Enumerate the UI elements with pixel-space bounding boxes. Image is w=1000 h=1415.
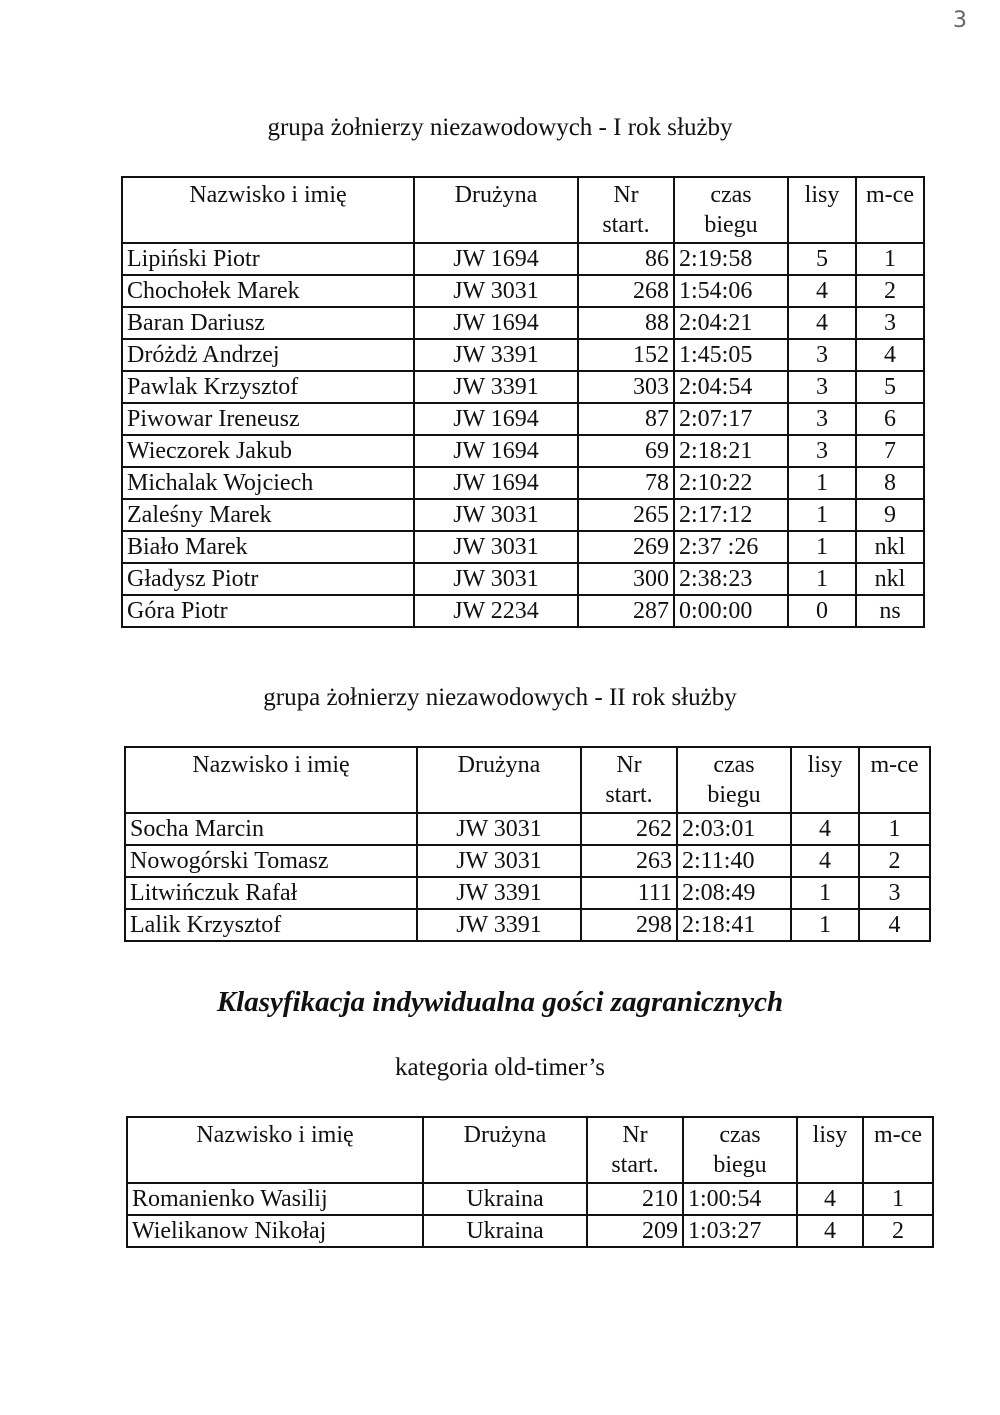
cell-start-number: 268 xyxy=(578,275,674,307)
cell-name: Lipiński Piotr xyxy=(122,243,414,275)
cell-start-number: 300 xyxy=(578,563,674,595)
table-row xyxy=(122,531,924,563)
cell-start-number: 265 xyxy=(578,499,674,531)
group2-rows xyxy=(125,813,930,941)
table-row xyxy=(122,435,924,467)
cell-lisy: 5 xyxy=(788,243,856,275)
table-row xyxy=(122,499,924,531)
group2-heading: grupa żołnierzy niezawodowych - II rok służby xyxy=(263,684,737,711)
col-place-header: m-ce xyxy=(856,177,924,243)
cell-name: Góra Piotr xyxy=(122,595,414,627)
cell-name: Lalik Krzysztof xyxy=(125,909,417,941)
cell-lisy: 1 xyxy=(788,499,856,531)
group2-table xyxy=(124,746,931,942)
cell-team: JW 1694 xyxy=(414,403,578,435)
col-lisy-header: lisy xyxy=(788,177,856,243)
cell-start-number: 86 xyxy=(578,243,674,275)
cell-start-number: 87 xyxy=(578,403,674,435)
col-team-header: Drużyna xyxy=(417,747,581,813)
cell-team: JW 3031 xyxy=(414,499,578,531)
table-row xyxy=(127,1183,933,1215)
cell-start-number: 152 xyxy=(578,339,674,371)
col-nr-header: Nr start. xyxy=(578,177,674,243)
cell-name: Piwowar Ireneusz xyxy=(122,403,414,435)
cell-place: 2 xyxy=(856,275,924,307)
cell-name: Michalak Wojciech xyxy=(122,467,414,499)
cell-place: 9 xyxy=(856,499,924,531)
cell-place: nkl xyxy=(856,563,924,595)
cell-run-time: 1:03:27 xyxy=(683,1215,797,1247)
cell-run-time: 2:17:12 xyxy=(674,499,788,531)
col-place-header: m-ce xyxy=(863,1117,933,1183)
table-row xyxy=(122,403,924,435)
col-nr-header: Nr start. xyxy=(581,747,677,813)
cell-start-number: 287 xyxy=(578,595,674,627)
foreign-section-title: Klasyfikacja indywidualna gości zagranicznych xyxy=(216,986,784,1018)
cell-place: 4 xyxy=(859,909,930,941)
cell-lisy: 1 xyxy=(791,877,859,909)
cell-place: 2 xyxy=(863,1215,933,1247)
cell-team: JW 3031 xyxy=(414,531,578,563)
cell-run-time: 0:00:00 xyxy=(674,595,788,627)
cell-lisy: 4 xyxy=(797,1183,863,1215)
cell-start-number: 303 xyxy=(578,371,674,403)
cell-start-number: 111 xyxy=(581,877,677,909)
cell-run-time: 2:18:21 xyxy=(674,435,788,467)
cell-team: JW 3391 xyxy=(417,877,581,909)
cell-run-time: 2:10:22 xyxy=(674,467,788,499)
cell-name: Litwińczuk Rafał xyxy=(125,877,417,909)
cell-name: Socha Marcin xyxy=(125,813,417,845)
group1-heading: grupa żołnierzy niezawodowych - I rok służby xyxy=(267,114,733,141)
table-row xyxy=(122,339,924,371)
cell-start-number: 298 xyxy=(581,909,677,941)
cell-lisy: 4 xyxy=(788,275,856,307)
cell-team: JW 1694 xyxy=(414,435,578,467)
group1-rows xyxy=(122,243,924,627)
cell-lisy: 4 xyxy=(791,845,859,877)
cell-name: Wieczorek Jakub xyxy=(122,435,414,467)
cell-team: JW 1694 xyxy=(414,467,578,499)
cell-lisy: 1 xyxy=(791,909,859,941)
cell-run-time: 1:00:54 xyxy=(683,1183,797,1215)
table-row xyxy=(122,243,924,275)
cell-place: 1 xyxy=(859,813,930,845)
cell-start-number: 210 xyxy=(587,1183,683,1215)
cell-name: Zaleśny Marek xyxy=(122,499,414,531)
cell-lisy: 1 xyxy=(788,563,856,595)
cell-team: JW 1694 xyxy=(414,243,578,275)
cell-team: JW 3391 xyxy=(414,339,578,371)
cell-team: JW 2234 xyxy=(414,595,578,627)
cell-name: Nowogórski Tomasz xyxy=(125,845,417,877)
cell-place: 4 xyxy=(856,339,924,371)
cell-lisy: 3 xyxy=(788,339,856,371)
col-name-header: Nazwisko i imię xyxy=(125,747,417,813)
cell-place: 1 xyxy=(856,243,924,275)
table-row xyxy=(125,845,930,877)
cell-start-number: 209 xyxy=(587,1215,683,1247)
cell-lisy: 1 xyxy=(788,531,856,563)
cell-run-time: 2:38:23 xyxy=(674,563,788,595)
cell-start-number: 88 xyxy=(578,307,674,339)
cell-start-number: 262 xyxy=(581,813,677,845)
cell-name: Baran Dariusz xyxy=(122,307,414,339)
table-row xyxy=(127,1215,933,1247)
col-team-header: Drużyna xyxy=(414,177,578,243)
cell-run-time: 2:04:21 xyxy=(674,307,788,339)
table-row xyxy=(122,595,924,627)
col-time-header: czas biegu xyxy=(674,177,788,243)
col-time-header: czas biegu xyxy=(677,747,791,813)
table-row xyxy=(122,307,924,339)
cell-start-number: 78 xyxy=(578,467,674,499)
cell-run-time: 2:07:17 xyxy=(674,403,788,435)
page-number: 3 xyxy=(953,8,967,33)
cell-lisy: 4 xyxy=(791,813,859,845)
foreign-category: kategoria old-timer’s xyxy=(395,1054,605,1081)
cell-place: 8 xyxy=(856,467,924,499)
cell-place: nkl xyxy=(856,531,924,563)
table-row xyxy=(122,563,924,595)
col-name-header: Nazwisko i imię xyxy=(127,1117,423,1183)
cell-name: Biało Marek xyxy=(122,531,414,563)
cell-run-time: 2:11:40 xyxy=(677,845,791,877)
cell-lisy: 4 xyxy=(797,1215,863,1247)
cell-team: JW 1694 xyxy=(414,307,578,339)
group1-table xyxy=(121,176,925,628)
cell-place: 6 xyxy=(856,403,924,435)
cell-team: JW 3031 xyxy=(414,275,578,307)
col-time-header: czas biegu xyxy=(683,1117,797,1183)
cell-lisy: 3 xyxy=(788,403,856,435)
cell-run-time: 2:19:58 xyxy=(674,243,788,275)
cell-team: JW 3031 xyxy=(417,813,581,845)
cell-team: JW 3031 xyxy=(414,563,578,595)
cell-name: Dróżdż Andrzej xyxy=(122,339,414,371)
cell-name: Wielikanow Nikołaj xyxy=(127,1215,423,1247)
cell-name: Romanienko Wasilij xyxy=(127,1183,423,1215)
cell-team: JW 3391 xyxy=(414,371,578,403)
cell-team: Ukraina xyxy=(423,1183,587,1215)
cell-place: 2 xyxy=(859,845,930,877)
cell-run-time: 2:18:41 xyxy=(677,909,791,941)
table-row xyxy=(122,371,924,403)
cell-run-time: 2:03:01 xyxy=(677,813,791,845)
cell-team: JW 3391 xyxy=(417,909,581,941)
table-row xyxy=(125,909,930,941)
cell-run-time: 2:37 :26 xyxy=(674,531,788,563)
foreign-rows xyxy=(127,1183,933,1247)
col-name-header: Nazwisko i imię xyxy=(122,177,414,243)
col-nr-header: Nr start. xyxy=(587,1117,683,1183)
cell-run-time: 1:54:06 xyxy=(674,275,788,307)
cell-run-time: 2:04:54 xyxy=(674,371,788,403)
col-team-header: Drużyna xyxy=(423,1117,587,1183)
cell-team: JW 3031 xyxy=(417,845,581,877)
cell-start-number: 69 xyxy=(578,435,674,467)
col-lisy-header: lisy xyxy=(797,1117,863,1183)
table-row xyxy=(122,467,924,499)
cell-lisy: 3 xyxy=(788,371,856,403)
cell-place: 3 xyxy=(859,877,930,909)
cell-place: 1 xyxy=(863,1183,933,1215)
col-lisy-header: lisy xyxy=(791,747,859,813)
cell-name: Pawlak Krzysztof xyxy=(122,371,414,403)
cell-lisy: 4 xyxy=(788,307,856,339)
cell-place: 3 xyxy=(856,307,924,339)
table-row xyxy=(122,275,924,307)
cell-name: Chochołek Marek xyxy=(122,275,414,307)
cell-place: 7 xyxy=(856,435,924,467)
cell-lisy: 0 xyxy=(788,595,856,627)
cell-lisy: 1 xyxy=(788,467,856,499)
cell-start-number: 263 xyxy=(581,845,677,877)
table-row xyxy=(125,813,930,845)
cell-place: ns xyxy=(856,595,924,627)
cell-team: Ukraina xyxy=(423,1215,587,1247)
cell-run-time: 1:45:05 xyxy=(674,339,788,371)
cell-start-number: 269 xyxy=(578,531,674,563)
foreign-table xyxy=(126,1116,934,1248)
table-row xyxy=(125,877,930,909)
cell-lisy: 3 xyxy=(788,435,856,467)
col-place-header: m-ce xyxy=(859,747,930,813)
cell-run-time: 2:08:49 xyxy=(677,877,791,909)
cell-name: Gładysz Piotr xyxy=(122,563,414,595)
cell-place: 5 xyxy=(856,371,924,403)
